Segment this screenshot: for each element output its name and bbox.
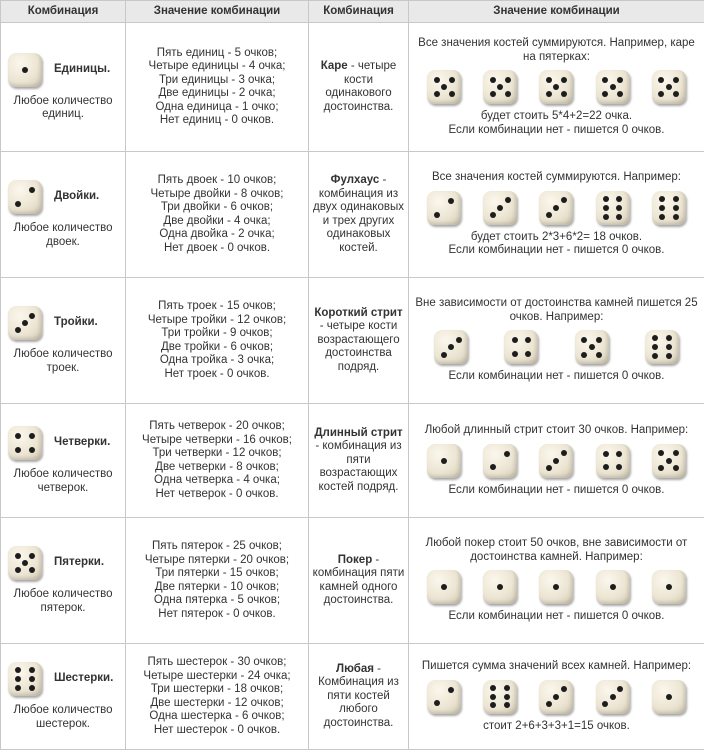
die-pip <box>456 337 462 343</box>
die-pip <box>15 447 21 453</box>
value-line: Пять пятерок - 25 очков; <box>152 540 282 552</box>
die-pip <box>603 196 609 202</box>
example-note: Если комбинации нет - пишется 0 очков. <box>448 244 665 257</box>
example-die-icon <box>652 680 686 714</box>
example-die-icon <box>596 444 630 478</box>
example-die-icon <box>434 330 468 364</box>
example-die-icon <box>504 330 538 364</box>
die-pip <box>610 84 616 90</box>
value-line: Одна единица - 1 очко; <box>155 100 279 113</box>
die-pip <box>617 91 623 97</box>
example-die-icon <box>652 191 686 225</box>
die-pip <box>15 201 21 207</box>
category-description: Любое количество единиц. <box>13 94 113 120</box>
value-line: Три тройки - 9 очков; <box>161 327 273 339</box>
example-dice-row <box>416 680 697 714</box>
die-pip <box>29 667 35 673</box>
example-intro: Все значения костей суммируются. Например, каре на пятерках: <box>418 37 695 63</box>
die-pip <box>546 91 552 97</box>
combination-cell <box>309 23 409 152</box>
category-cell <box>1 644 126 750</box>
value-line: Три четверки - 12 очков; <box>152 447 282 459</box>
example-dice-row <box>416 70 697 104</box>
value-line: Нет единиц - 0 очков. <box>159 114 275 126</box>
die-pip <box>15 567 21 573</box>
die-pip <box>29 553 35 559</box>
die-pip <box>449 91 455 97</box>
category-header <box>4 306 122 340</box>
die-pip <box>490 77 496 83</box>
example-die-icon <box>539 570 573 604</box>
die-pip <box>448 198 454 204</box>
header-value: Значение комбинации <box>126 1 309 23</box>
die-pip <box>553 458 559 464</box>
example-intro: Любой длинный стрит стоит 30 очков. Например: <box>424 424 689 436</box>
example-cell <box>409 278 704 404</box>
die-pip <box>581 352 587 358</box>
example-cell <box>409 404 704 518</box>
die-pip <box>666 344 672 350</box>
die-pip <box>652 335 658 341</box>
category-name: Двойки. <box>54 190 100 203</box>
die-pip <box>504 694 510 700</box>
table-row <box>1 23 704 152</box>
example-die-icon <box>596 680 630 714</box>
category-cell <box>1 404 126 518</box>
die-pip <box>616 214 622 220</box>
example-die-icon <box>652 444 686 478</box>
value-line: Три пятерки - 15 очков; <box>155 567 279 579</box>
die-pip <box>658 91 664 97</box>
combination-cell <box>309 644 409 750</box>
category-die-icon <box>8 426 42 460</box>
combination-name: Длинный стрит <box>314 426 403 439</box>
example-die-icon <box>483 191 517 225</box>
die-pip <box>497 84 503 90</box>
die-pip <box>490 464 496 470</box>
die-pip <box>505 91 511 97</box>
table-row <box>1 152 704 278</box>
die-pip <box>581 337 587 343</box>
die-pip <box>666 84 672 90</box>
die-pip <box>673 77 679 83</box>
category-values-cell <box>126 23 309 152</box>
die-pip <box>434 700 440 706</box>
die-pip <box>589 344 595 350</box>
die-pip <box>22 560 28 566</box>
category-name: Шестерки. <box>54 672 114 685</box>
die-pip <box>525 351 531 357</box>
die-pip <box>434 91 440 97</box>
value-line: Четыре двойки - 8 очков; <box>150 187 284 200</box>
category-values-cell <box>126 518 309 644</box>
value-line: Четыре пятерки - 20 очков; <box>144 553 290 566</box>
combination-description: - четыре кости одинакового достоинства. <box>323 60 397 113</box>
combination-name: Каре <box>320 60 348 72</box>
example-die-icon <box>427 570 461 604</box>
die-pip <box>659 205 665 211</box>
die-pip <box>658 450 664 456</box>
example-die-icon <box>427 680 461 714</box>
die-pip <box>490 212 496 218</box>
value-line: Четыре четверки - 16 очков; <box>142 433 292 446</box>
die-pip <box>616 196 622 202</box>
example-note: будет стоить 2*3+6*2= 18 очков. <box>470 230 643 243</box>
table-row <box>1 404 704 518</box>
value-line: Три единицы - 3 очка; <box>158 73 276 86</box>
die-pip <box>673 465 679 471</box>
die-pip <box>490 91 496 97</box>
category-values-cell <box>126 404 309 518</box>
value-line: Две шестерки - 12 очков; <box>150 696 284 709</box>
example-note: стоит 2+6+3+3+1=15 очков. <box>483 719 630 732</box>
example-intro: Вне зависимости от достоинства камней пишется 25 очков. Например: <box>415 297 698 323</box>
die-pip <box>658 77 664 83</box>
category-header <box>4 426 122 460</box>
die-pip <box>602 77 608 83</box>
combination-description: - комбинация из двух одинаковых и трех других одинаковых костей. <box>313 174 404 254</box>
example-cell <box>409 518 704 644</box>
die-pip <box>602 701 608 707</box>
die-pip <box>505 197 511 203</box>
die-pip <box>546 465 552 471</box>
die-pip <box>29 685 35 691</box>
value-line: Пять четверок - 20 очков; <box>149 420 285 432</box>
die-pip <box>441 584 447 590</box>
combination-cell <box>309 278 409 404</box>
die-pip <box>497 205 503 211</box>
example-cell <box>409 644 704 750</box>
value-line: Нет троек - 0 очков. <box>164 367 270 380</box>
die-pip <box>546 212 552 218</box>
value-line: Две единицы - 2 очка; <box>158 87 276 99</box>
value-line: Нет двоек - 0 очков. <box>163 241 271 254</box>
example-die-icon <box>427 444 461 478</box>
category-name: Четверки. <box>54 436 111 449</box>
die-pip <box>512 337 518 343</box>
category-description: Любое количество шестерок. <box>13 704 113 730</box>
value-line: Две четверки - 8 очков; <box>155 460 279 473</box>
die-pip <box>561 91 567 97</box>
category-name: Тройки. <box>54 316 98 329</box>
value-line: Одна тройка - 3 очка; <box>159 354 275 366</box>
die-pip <box>29 567 35 573</box>
example-die-icon <box>645 330 679 364</box>
value-line: Пять единиц - 5 очков; <box>156 46 278 59</box>
die-pip <box>15 667 21 673</box>
die-pip <box>659 196 665 202</box>
die-pip <box>448 344 454 350</box>
example-die-icon <box>539 444 573 478</box>
die-pip <box>561 450 567 456</box>
die-pip <box>553 84 559 90</box>
example-dice-row <box>416 570 697 604</box>
die-pip <box>603 464 609 470</box>
value-line: Две двойки - 4 очка; <box>163 214 271 227</box>
die-pip <box>29 187 35 193</box>
example-intro: Пишется сумма значений всех камней. Например: <box>421 660 692 672</box>
die-pip <box>15 685 21 691</box>
combination-name: Покер <box>337 553 373 566</box>
category-die-icon <box>8 180 42 214</box>
die-pip <box>652 353 658 359</box>
example-note: Если комбинации нет - пишется 0 очков. <box>448 123 665 136</box>
table-row <box>1 518 704 644</box>
die-pip <box>603 451 609 457</box>
die-pip <box>29 447 35 453</box>
die-pip <box>512 351 518 357</box>
die-pip <box>666 458 672 464</box>
die-pip <box>673 450 679 456</box>
value-line: Нет пятерок - 0 очков. <box>158 607 276 620</box>
combination-name: Фулхаус <box>330 174 380 186</box>
die-pip <box>546 77 552 83</box>
example-cell <box>409 152 704 278</box>
die-pip <box>673 214 679 220</box>
die-pip <box>553 694 559 700</box>
category-description: Любое количество двоек. <box>13 222 113 248</box>
die-pip <box>29 433 35 439</box>
die-pip <box>490 694 496 700</box>
value-line: Пять шестерок - 30 очков; <box>147 656 287 668</box>
die-pip <box>561 686 567 692</box>
value-line: Три шестерки - 18 очков; <box>150 683 284 695</box>
table-row <box>1 644 704 750</box>
die-pip <box>652 344 658 350</box>
die-pip <box>546 701 552 707</box>
example-die-icon <box>652 570 686 604</box>
die-pip <box>658 465 664 471</box>
value-line: Четыре тройки - 12 очков; <box>147 313 287 326</box>
category-description: Любое количество пятерок. <box>13 588 113 614</box>
value-line: Две тройки - 6 очков; <box>160 340 274 353</box>
example-die-icon <box>483 444 517 478</box>
example-die-icon <box>539 680 573 714</box>
die-pip <box>616 451 622 457</box>
die-pip <box>659 214 665 220</box>
die-pip <box>666 335 672 341</box>
example-dice-row <box>416 330 697 364</box>
combination-description: - комбинация пяти камней одного достоинства. <box>312 553 405 606</box>
combination-cell <box>309 152 409 278</box>
header-combination: Комбинация <box>1 1 126 23</box>
combination-description: - Комбинация из пяти костей любого достоинства. <box>318 662 399 729</box>
die-pip <box>15 327 21 333</box>
die-pip <box>497 584 503 590</box>
category-cell <box>1 518 126 644</box>
example-note: Если комбинации нет - пишется 0 очков. <box>448 370 665 383</box>
category-die-icon <box>8 546 42 580</box>
value-line: Три двойки - 6 очков; <box>160 201 274 213</box>
die-pip <box>616 464 622 470</box>
die-pip <box>616 205 622 211</box>
die-pip <box>29 313 35 319</box>
example-die-icon <box>652 70 686 104</box>
die-pip <box>15 433 21 439</box>
value-line: Одна шестерка - 6 очков; <box>149 710 285 722</box>
category-header <box>4 546 122 580</box>
example-dice-row <box>416 444 697 478</box>
die-pip <box>434 77 440 83</box>
die-pip <box>610 584 616 590</box>
example-die-icon <box>483 680 517 714</box>
die-pip <box>553 584 559 590</box>
die-pip <box>673 205 679 211</box>
combination-cell <box>309 404 409 518</box>
example-die-icon <box>575 330 609 364</box>
die-pip <box>449 77 455 83</box>
die-pip <box>22 67 28 73</box>
category-header <box>4 180 122 214</box>
die-pip <box>441 352 447 358</box>
die-pip <box>561 77 567 83</box>
category-cell <box>1 278 126 404</box>
example-intro: Любой покер стоит 50 очков, вне зависимости от достоинства камней. Например: <box>425 537 688 563</box>
category-values-cell <box>126 278 309 404</box>
example-die-icon <box>596 70 630 104</box>
die-pip <box>666 353 672 359</box>
example-note: Если комбинации нет - пишется 0 очков. <box>448 610 665 623</box>
example-dice-row <box>416 191 697 225</box>
example-note: Если комбинации нет - пишется 0 очков. <box>448 483 665 496</box>
example-cell <box>409 23 704 152</box>
die-pip <box>448 687 454 693</box>
die-pip <box>434 212 440 218</box>
value-line: Нет шестерок - 0 очков. <box>153 723 281 736</box>
die-pip <box>441 458 447 464</box>
die-pip <box>504 451 510 457</box>
die-pip <box>617 686 623 692</box>
category-cell <box>1 152 126 278</box>
die-pip <box>505 77 511 83</box>
die-pip <box>602 91 608 97</box>
header-combination-2: Комбинация <box>309 1 409 23</box>
die-pip <box>553 205 559 211</box>
value-line: Четыре единицы - 4 очка; <box>148 60 286 72</box>
example-note: будет стоить 5*4+2=22 очка. <box>480 110 633 122</box>
category-header <box>4 662 122 696</box>
die-pip <box>673 91 679 97</box>
category-description: Любое количество троек. <box>13 348 113 374</box>
category-cell <box>1 23 126 152</box>
combination-description: - комбинация из пяти возрастающих костей подряд. <box>315 440 402 493</box>
value-line: Одна четверка - 4 очка; <box>154 474 280 486</box>
value-line: Нет четверок - 0 очков. <box>155 487 279 500</box>
table-row <box>1 278 704 404</box>
die-pip <box>504 702 510 708</box>
die-pip <box>525 337 531 343</box>
value-line: Четыре шестерки - 24 очка; <box>143 669 291 682</box>
header-value-2: Значение комбинации <box>409 1 704 23</box>
die-pip <box>15 676 21 682</box>
example-die-icon <box>539 191 573 225</box>
example-die-icon <box>483 570 517 604</box>
example-die-icon <box>483 70 517 104</box>
combination-description: - четыре кости возрастающего достоинства подряд. <box>317 320 400 373</box>
die-pip <box>441 84 447 90</box>
example-die-icon <box>427 70 461 104</box>
die-pip <box>22 320 28 326</box>
die-pip <box>603 214 609 220</box>
category-name: Пятерки. <box>54 556 105 569</box>
die-pip <box>596 337 602 343</box>
die-pip <box>610 694 616 700</box>
combination-cell <box>309 518 409 644</box>
value-line: Одна двойка - 2 очка; <box>159 228 275 240</box>
table-header-row <box>1 1 704 23</box>
die-pip <box>617 77 623 83</box>
category-header <box>4 53 122 87</box>
die-pip <box>15 553 21 559</box>
die-pip <box>603 205 609 211</box>
combination-name: Любая <box>336 662 374 675</box>
category-values-cell <box>126 644 309 750</box>
die-pip <box>490 702 496 708</box>
category-name: Единицы. <box>54 62 111 75</box>
example-intro: Все значения костей суммируются. Например: <box>432 171 681 184</box>
die-pip <box>666 694 672 700</box>
die-pip <box>666 584 672 590</box>
die-pip <box>490 685 496 691</box>
value-line: Одна пятерка - 5 очков; <box>153 594 281 606</box>
die-pip <box>673 196 679 202</box>
combination-name: Короткий стрит <box>314 306 403 319</box>
category-die-icon <box>8 662 42 696</box>
category-values-cell <box>126 152 309 278</box>
value-line: Пять троек - 15 очков; <box>158 300 276 312</box>
example-die-icon <box>596 570 630 604</box>
category-die-icon <box>8 53 42 87</box>
die-pip <box>504 685 510 691</box>
value-line: Две пятерки - 10 очков; <box>154 580 280 593</box>
example-die-icon <box>539 70 573 104</box>
example-die-icon <box>596 191 630 225</box>
category-die-icon <box>8 306 42 340</box>
die-pip <box>561 197 567 203</box>
die-pip <box>29 676 35 682</box>
example-die-icon <box>427 191 461 225</box>
die-pip <box>596 352 602 358</box>
category-description: Любое количество четверок. <box>13 468 113 494</box>
value-line: Пять двоек - 10 очков; <box>157 174 277 186</box>
